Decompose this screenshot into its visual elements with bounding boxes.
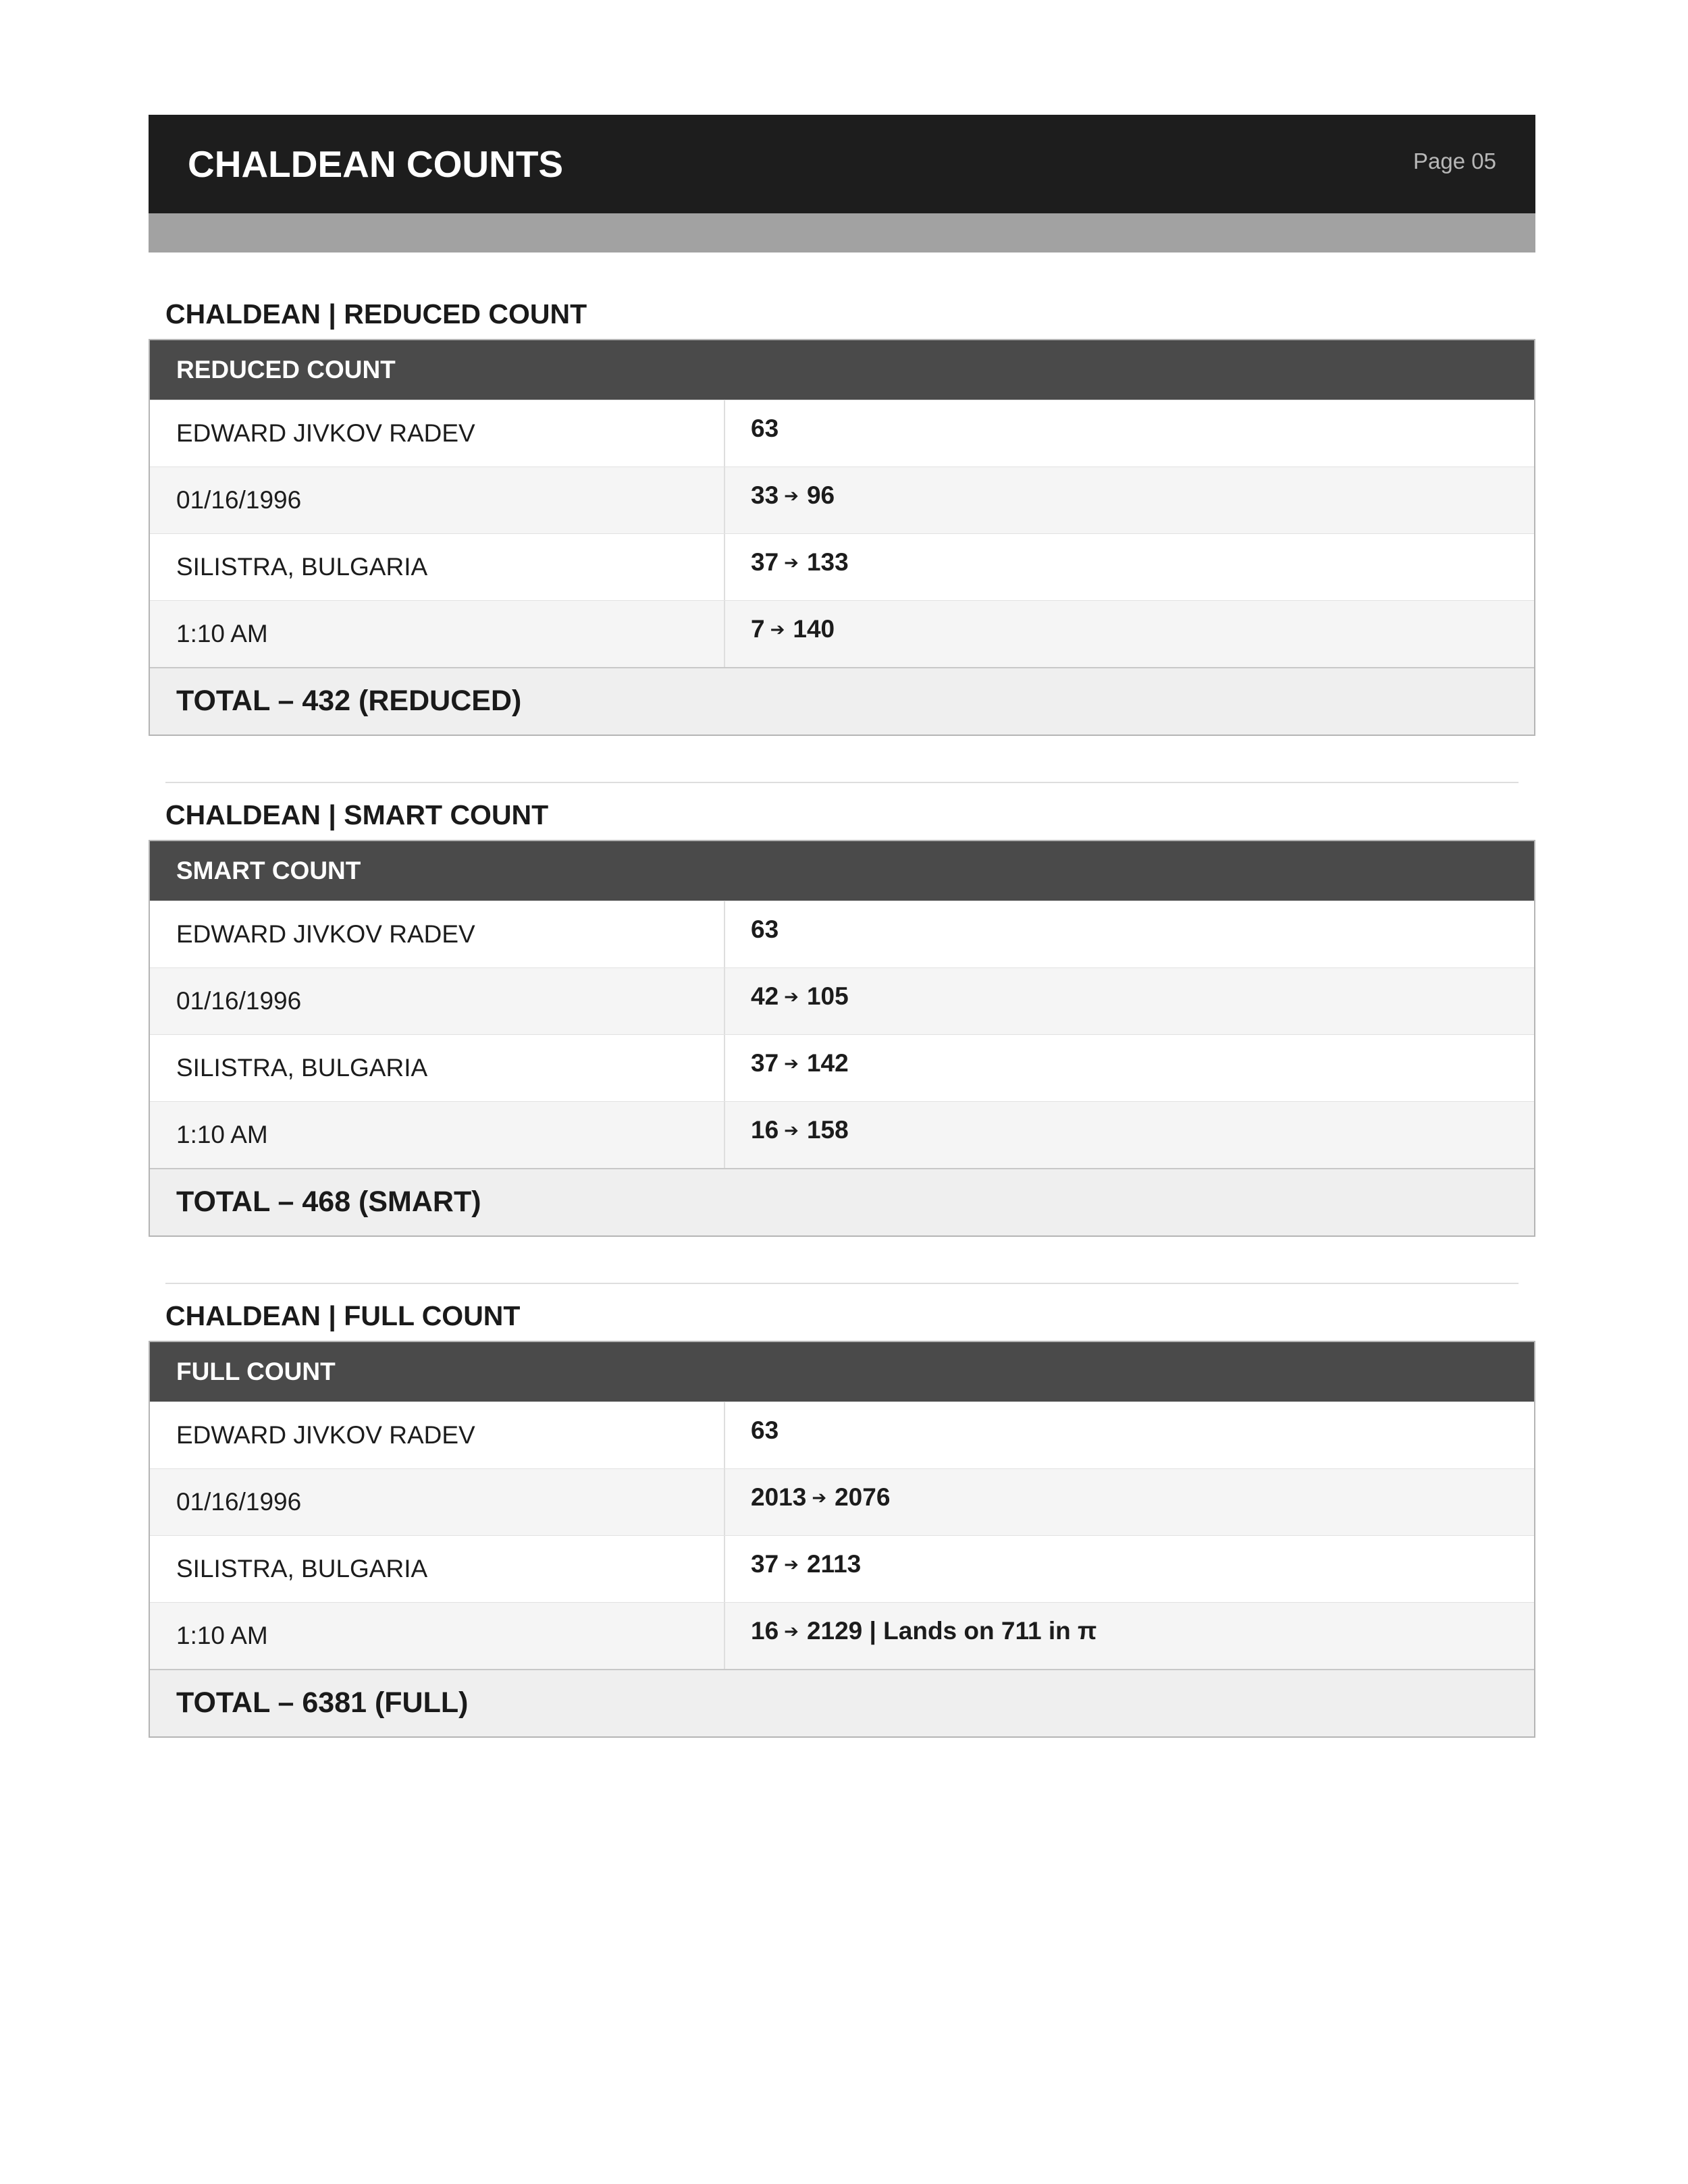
row-label: EDWARD JIVKOV RADEV [150,1402,725,1468]
row-label: 1:10 AM [150,601,725,667]
row-value [725,1102,1534,1168]
table-heading: FULL COUNT [150,1342,1534,1402]
table-heading: REDUCED COUNT [150,340,1534,400]
arrow-right-icon: ➔ [784,485,799,506]
arrow-right-icon: ➔ [784,1120,799,1140]
count-value: 37 [751,548,779,576]
row-label: 1:10 AM [150,1603,725,1669]
smart-count-section [149,798,1535,1237]
running-total: 142 [806,1049,849,1077]
running-total: 2076 [835,1483,891,1511]
row-value [725,1035,1534,1101]
running-total: 2129 | Lands on 711 in π [806,1617,1097,1645]
row-label: 01/16/1996 [150,968,725,1034]
table-row [150,1468,1534,1535]
table-row [150,901,1534,967]
arrow-right-icon: ➔ [770,619,785,639]
count-value: 33 [751,481,779,509]
smart-count-table [149,840,1535,1237]
count-value: 63 [751,915,779,943]
count-value: 42 [751,982,779,1010]
count-value: 16 [751,1617,779,1645]
total-row: TOTAL – 468 (SMART) [150,1168,1534,1235]
row-value [725,601,1534,667]
arrow-right-icon: ➔ [812,1487,827,1508]
table-row [150,967,1534,1034]
table-row [150,467,1534,533]
count-value: 63 [751,415,779,442]
arrow-right-icon: ➔ [784,1621,799,1641]
row-label: 01/16/1996 [150,467,725,533]
running-total: 158 [806,1116,849,1144]
row-value [725,467,1534,533]
reduced-count-table [149,339,1535,736]
count-value: 7 [751,615,765,643]
count-value: 16 [751,1116,779,1144]
running-total: 133 [806,548,849,576]
row-value [725,534,1534,600]
table-row [150,1602,1534,1669]
total-row: TOTAL – 432 (REDUCED) [150,667,1534,735]
arrow-right-icon: ➔ [784,1053,799,1073]
count-value: 63 [751,1416,779,1444]
page-header [149,115,1535,213]
table-row [150,1402,1534,1468]
row-value [725,1536,1534,1602]
arrow-right-icon: ➔ [784,986,799,1007]
row-label: 01/16/1996 [150,1469,725,1535]
row-label: SILISTRA, BULGARIA [150,534,725,600]
section-title: CHALDEAN | SMART COUNT [165,799,549,830]
section-title: CHALDEAN | REDUCED COUNT [165,298,587,329]
arrow-right-icon: ➔ [784,552,799,572]
table-row [150,600,1534,667]
row-label: 1:10 AM [150,1102,725,1168]
header-accent-bar [149,213,1535,252]
table-row [150,1535,1534,1602]
total-row: TOTAL – 6381 (FULL) [150,1669,1534,1736]
page-title: CHALDEAN COUNTS [188,143,564,185]
arrow-right-icon: ➔ [784,1554,799,1574]
section-title: CHALDEAN | FULL COUNT [165,1300,521,1331]
count-value: 37 [751,1049,779,1077]
count-value: 37 [751,1550,779,1578]
section-divider [165,1283,1519,1284]
row-value [725,968,1534,1034]
running-total: 140 [793,615,835,643]
reduced-count-section [149,297,1535,736]
table-heading: SMART COUNT [150,841,1534,901]
table-row [150,400,1534,467]
table-row [150,1034,1534,1101]
row-value [725,400,1534,467]
row-value [725,901,1534,967]
count-value: 2013 [751,1483,807,1511]
row-value [725,1469,1534,1535]
full-count-section [149,1299,1535,1738]
running-total: 96 [806,481,835,509]
row-value [725,1603,1534,1669]
row-value [725,1402,1534,1468]
section-divider [165,782,1519,783]
row-label: SILISTRA, BULGARIA [150,1536,725,1602]
running-total: 2113 [806,1550,862,1578]
row-label: EDWARD JIVKOV RADEV [150,400,725,467]
row-label: SILISTRA, BULGARIA [150,1035,725,1101]
table-row [150,533,1534,600]
table-row [150,1101,1534,1168]
row-label: EDWARD JIVKOV RADEV [150,901,725,967]
full-count-table [149,1341,1535,1738]
running-total: 105 [806,982,849,1010]
page-number: Page 05 [1413,149,1496,174]
